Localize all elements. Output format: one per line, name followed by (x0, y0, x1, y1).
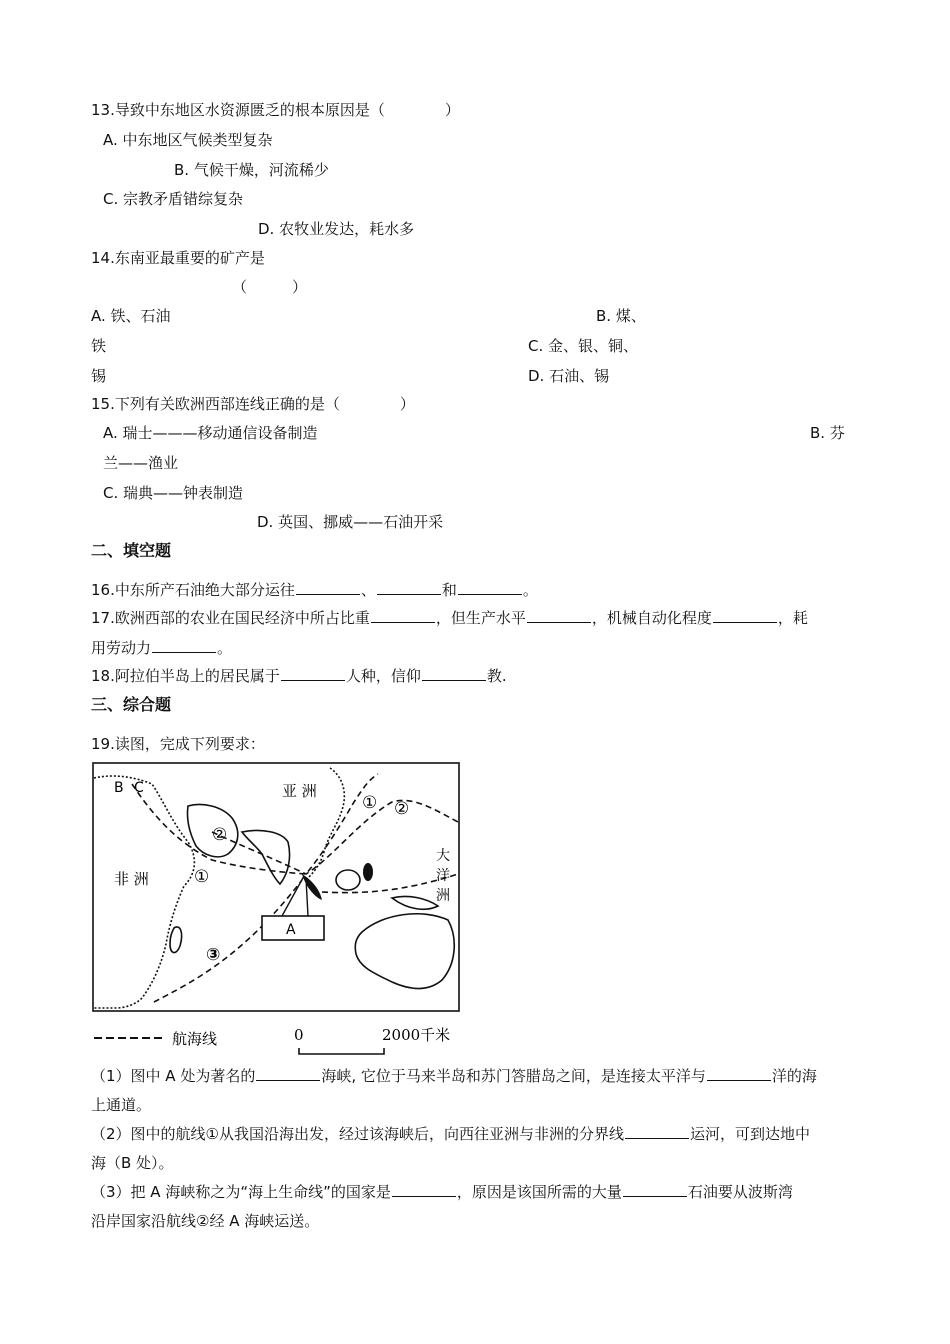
label-oceania: 洲 (436, 888, 450, 904)
q17-text: ，但生产水平 (435, 609, 526, 627)
answer-blank[interactable] (422, 666, 486, 681)
section-heading-fill-blank: 二、填空题 (91, 541, 172, 560)
q13-stem: 13.导致中东地区水资源匮乏的根本原因是（ ） (91, 101, 460, 119)
q13-option-d: D. 农牧业发达，耗水多 (258, 220, 415, 238)
label-route-2: ② (212, 825, 228, 845)
q15-option-d: D. 英国、挪威——石油开采 (257, 513, 444, 531)
q14-paren: （ ） (232, 278, 308, 296)
q17-text: 17.欧洲西部的农业在国民经济中所占比重 (91, 609, 370, 627)
answer-blank[interactable] (713, 608, 777, 623)
q14-option-c: C. 金、银、铜、 (528, 337, 639, 355)
answer-blank[interactable] (281, 666, 345, 681)
q17-text: ，机械自动化程度 (591, 609, 712, 627)
q19-part2-line2: 海（B 处）。 (91, 1154, 174, 1172)
q17-text: 。 (217, 639, 233, 657)
q13-option-a: A. 中东地区气候类型复杂 (103, 131, 273, 149)
answer-blank[interactable] (296, 580, 360, 595)
q19-text: 海峡, 它位于马来半岛和苏门答腊岛之间，是连接太平洋与 (321, 1067, 706, 1085)
q15-option-b: B. 芬 (810, 424, 845, 442)
q18-text: 人种，信仰 (345, 667, 421, 685)
q16-text: 。 (522, 581, 538, 599)
answer-blank[interactable] (625, 1124, 689, 1139)
q19-stem: 19.读图，完成下列要求： (91, 735, 265, 753)
label-oceania: 大 (436, 848, 450, 864)
label-route-2: ② (394, 799, 410, 819)
q19-text: ，原因是该国所需的大量 (456, 1183, 622, 1201)
q14-stem: 14.东南亚最重要的矿产是 (91, 249, 265, 267)
q17-text: ，耗 (777, 609, 808, 627)
q19-text: （1）图中 A 处为著名的 (91, 1067, 256, 1085)
q14-option-a: A. 铁、石油 (91, 307, 171, 325)
q19-part1-line1 (91, 1066, 817, 1086)
q19-part2-line1 (91, 1124, 810, 1144)
q19-part3-line2: 沿岸国家沿航线②经 A 海峡运送。 (91, 1212, 320, 1230)
q14-option-c-cont: 锡 (91, 367, 107, 385)
q18 (91, 666, 507, 686)
q15-stem: 15.下列有关欧洲西部连线正确的是（ ） (91, 395, 415, 413)
label-route-1: ① (362, 793, 378, 813)
q14-option-b-cont: 铁 (91, 337, 107, 355)
scale-zero: 0 (294, 1026, 304, 1044)
answer-blank[interactable] (623, 1182, 687, 1197)
answer-blank[interactable] (377, 580, 441, 595)
map-legend (92, 1022, 460, 1060)
q15-option-c: C. 瑞典——钟表制造 (103, 484, 244, 502)
label-oceania: 洋 (436, 868, 450, 884)
label-route-1: ① (194, 867, 210, 887)
answer-blank[interactable] (527, 608, 591, 623)
q18-text: 教. (486, 667, 507, 685)
label-asia: 亚 洲 (282, 782, 317, 800)
shipping-route-map (92, 762, 460, 1012)
q19-text: 石油要从波斯湾 (687, 1183, 793, 1201)
label-b: B (114, 780, 124, 796)
section-heading-comprehensive: 三、综合题 (91, 695, 172, 714)
answer-blank[interactable] (371, 608, 435, 623)
q19-text: 洋的海 (771, 1067, 817, 1085)
label-c: C (134, 780, 144, 796)
label-route-3: ③ (206, 945, 221, 965)
q19-part1-line2: 上通道。 (91, 1096, 152, 1114)
sulawesi-island (363, 863, 373, 881)
q14-option-d: D. 石油、锡 (528, 367, 610, 385)
q13-option-c: C. 宗教矛盾错综复杂 (103, 190, 244, 208)
answer-blank[interactable] (152, 638, 216, 653)
answer-blank[interactable] (392, 1182, 456, 1197)
q16 (91, 580, 538, 600)
q17-text: 用劳动力 (91, 639, 152, 657)
q15-option-a: A. 瑞士———移动通信设备制造 (103, 424, 318, 442)
q19-text: 运河，可到达地中 (690, 1125, 811, 1143)
scale-bar (299, 1048, 384, 1054)
answer-blank[interactable] (707, 1066, 771, 1081)
q19-text: （3）把 A 海峡称之为“海上生命线”的国家是 (91, 1183, 391, 1201)
q17-line1 (91, 608, 808, 628)
q14-option-b: B. 煤、 (596, 307, 646, 325)
q16-text: 、 (360, 581, 376, 599)
q19-text: （2）图中的航线①从我国沿海出发，经过该海峡后，向西往亚洲与非洲的分界线 (91, 1125, 624, 1143)
q16-text: 和 (441, 581, 457, 599)
scale-end: 2000千米 (382, 1026, 451, 1044)
q19-part3-line1 (91, 1182, 793, 1202)
label-a: A (286, 922, 296, 938)
q18-text: 18.阿拉伯半岛上的居民属于 (91, 667, 280, 685)
label-africa: 非 洲 (114, 870, 149, 888)
q15-option-b-cont: 兰——渔业 (103, 454, 179, 472)
answer-blank[interactable] (256, 1066, 320, 1081)
q13-option-b: B. 气候干燥，河流稀少 (174, 161, 329, 179)
q16-text: 16.中东所产石油绝大部分运往 (91, 581, 295, 599)
q17-line2 (91, 638, 232, 658)
answer-blank[interactable] (458, 580, 522, 595)
legend-route-label: 航海线 (172, 1030, 218, 1048)
